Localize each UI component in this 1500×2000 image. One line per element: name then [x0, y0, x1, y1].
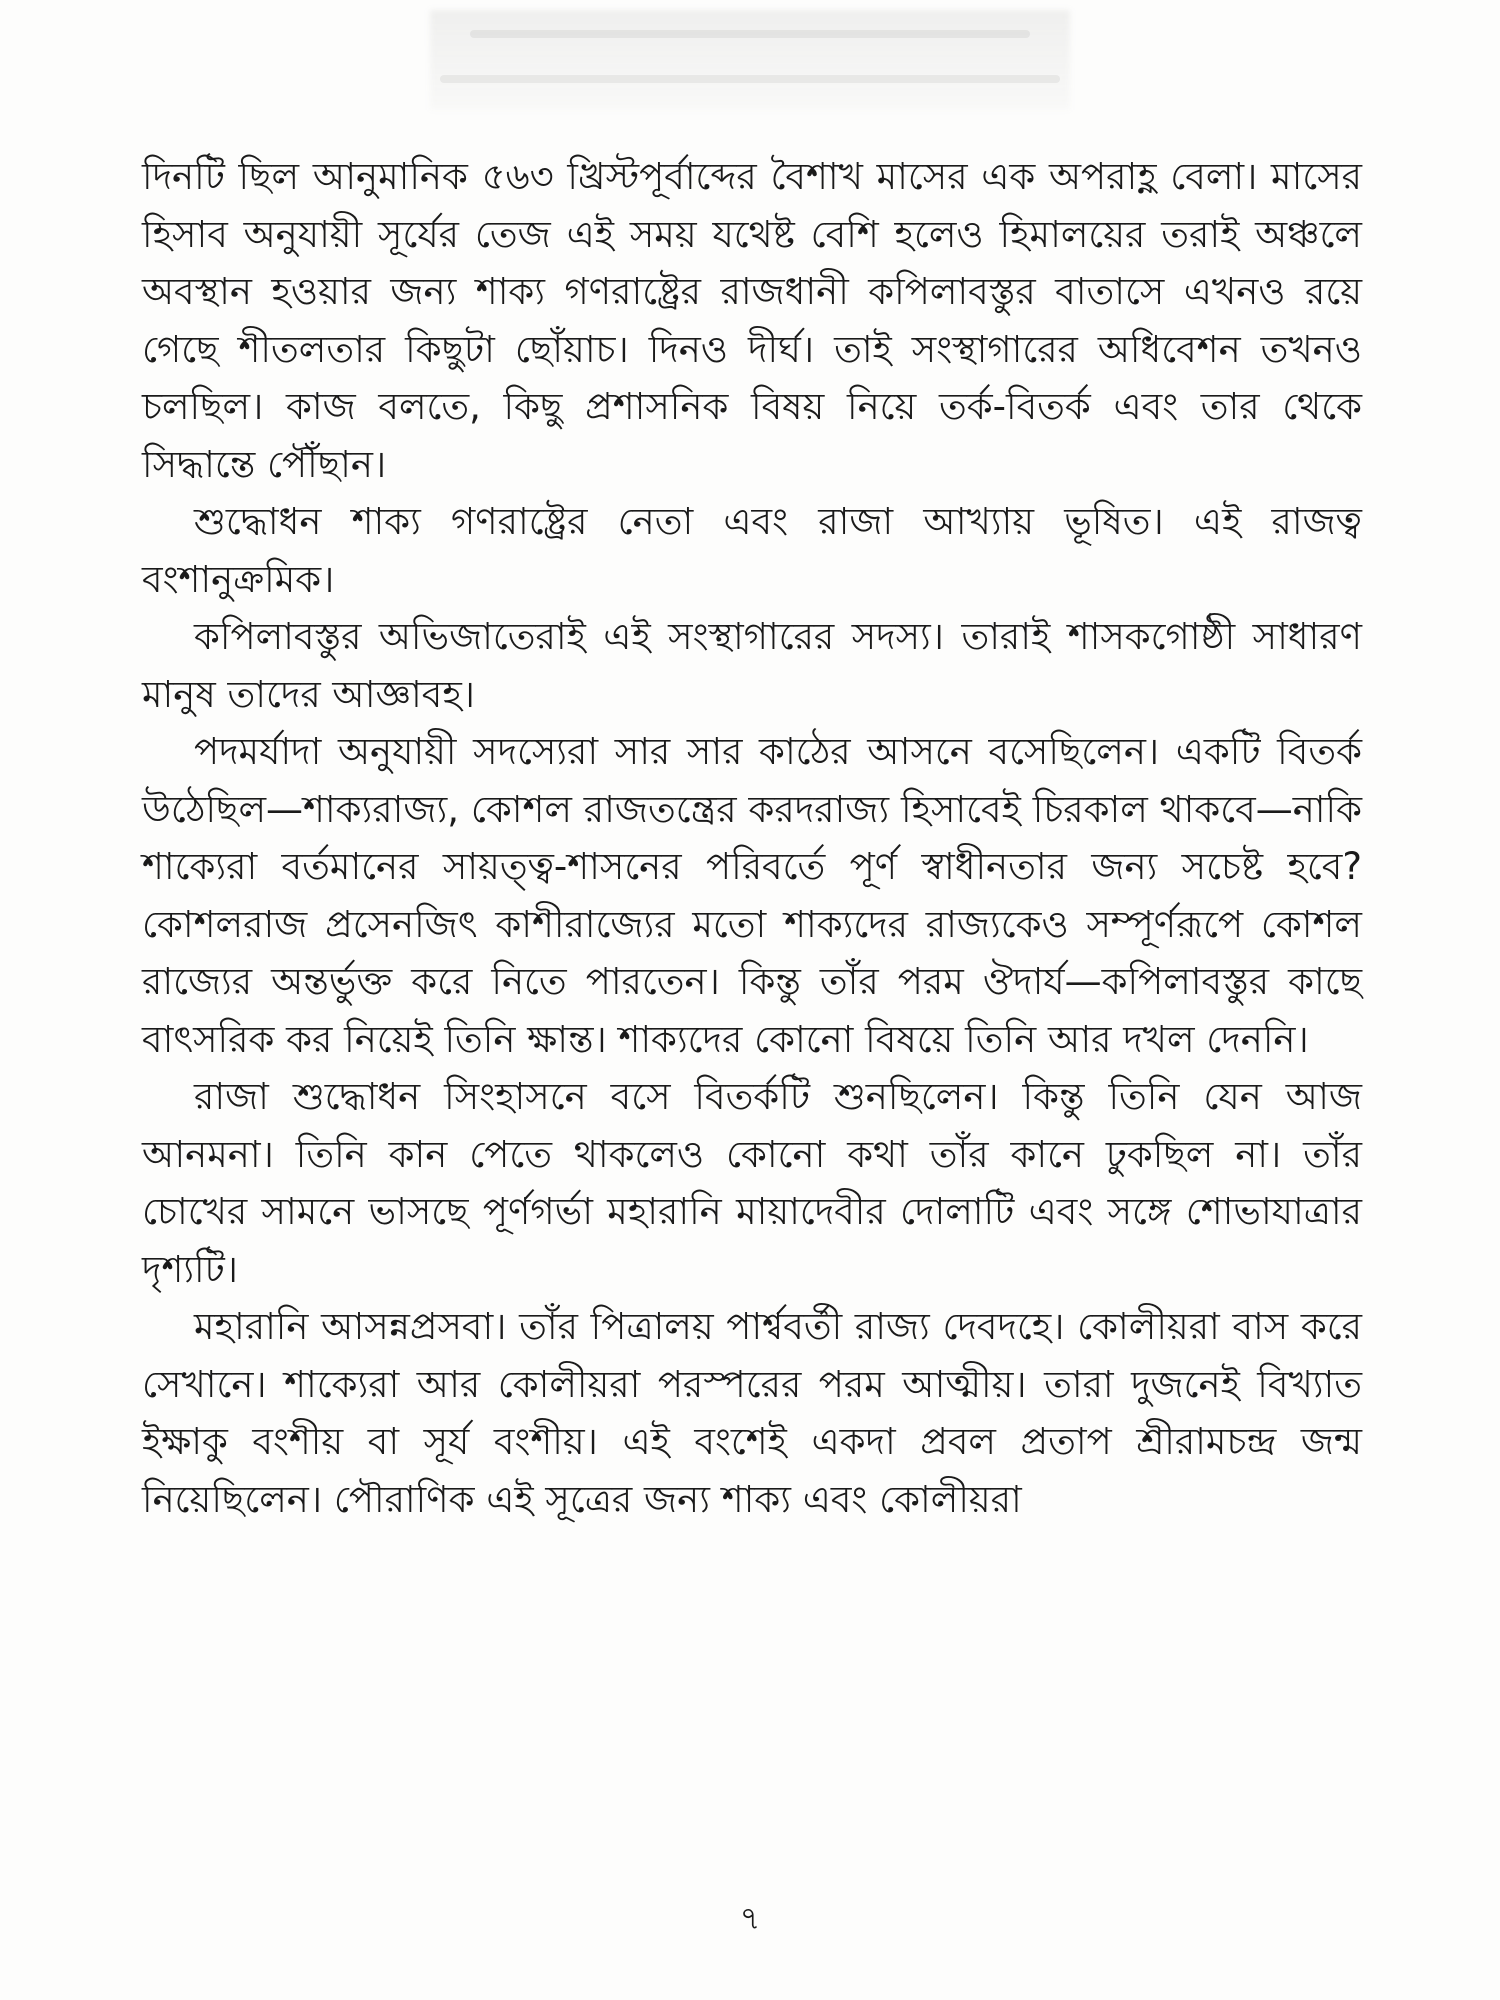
show-through-header — [430, 10, 1070, 110]
paragraph: কপিলাবস্তুর অভিজাতেরাই এই সংস্থাগারের সদস্য। তারাই শাসকগোষ্ঠী সাধারণ মানুষ তাদের আজ্ঞাবহ। — [142, 615, 1362, 716]
page-number: ৭ — [739, 1899, 761, 1937]
paragraph: দিনটি ছিল আনুমানিক ৫৬৩ খ্রিস্টপূর্বাব্দের বৈশাখ মাসের এক অপরাহ্ণ বেলা। মাসের হিসাব অনুযায়ী সূর্যের তেজ এই সময় যথেষ্ট বেশি হলেও হিমালয়ের তরাই অঞ্চলে অবস্থান হওয়ার জন্য শাক্য গণরাষ্ট্রের রাজধানী কপিলাবস্তুর বাতাসে এখনও রয়ে গেছে শীতলতার কিছুটা ছোঁয়াচ। দিনও দীর্ঘ। তাই সংস্থাগারের অধিবেশন তখনও চলছিল। কাজ বলতে, কিছু প্রশাসনিক বিষয় নিয়ে তর্ক-বিতর্ক এবং তার থেকে সিদ্ধান্তে পৌঁছান। — [142, 155, 1362, 486]
paragraph: মহারানি আসন্নপ্রসবা। তাঁর পিত্রালয় পার্শ্ববর্তী রাজ্য দেবদহে। কোলীয়রা বাস করে সেখানে। শাক্যেরা আর কোলীয়রা পরস্পরের পরম আত্মীয়। তারা দুজনেই বিখ্যাত ইক্ষাকু বংশীয় বা সূর্য বংশীয়। এই বংশেই একদা প্রবল প্রতাপ শ্রীরামচন্দ্র জন্ম নিয়েছিলেন। পৌরাণিক এই সূত্রের জন্য শাক্য এবং কোলীয়রা — [142, 1305, 1362, 1521]
show-through-line — [470, 30, 1030, 38]
paragraph: পদমর্যাদা অনুযায়ী সদস্যেরা সার সার কাঠের আসনে বসেছিলেন। একটি বিতর্ক উঠেছিল—শাক্যরাজ্য, কোশল রাজতন্ত্রের করদরাজ্য হিসাবেই চিরকাল থাকবে—নাকি শাক্যেরা বর্তমানের সায়ত্ত্ব-শাসনের পরিবর্তে পূর্ণ স্বাধীনতার জন্য সচেষ্ট হবে? কোশলরাজ প্রসেনজিৎ কাশীরাজ্যের মতো শাক্যদের রাজ্যকেও সম্পূর্ণরূপে কোশল রাজ্যের অন্তর্ভুক্ত করে নিতে পারতেন। কিন্তু তাঁর পরম ঔদার্য—কপিলাবস্তুর কাছে বাৎসরিক কর নিয়েই তিনি ক্ষান্ত। শাক্যদের কোনো বিষয়ে তিনি আর দখল দেননি। — [142, 730, 1362, 1061]
show-through-line — [440, 75, 1060, 83]
paragraph: রাজা শুদ্ধোধন সিংহাসনে বসে বিতর্কটি শুনছিলেন। কিন্তু তিনি যেন আজ আনমনা। তিনি কান পেতে থাকলেও কোনো কথা তাঁর কানে ঢুকছিল না। তাঁর চোখের সামনে ভাসছে পূর্ণগর্ভা মহারানি মায়াদেবীর দোলাটি এবং সঙ্গে শোভাযাত্রার দৃশ্যটি। — [142, 1075, 1362, 1291]
body-text — [142, 148, 1362, 1528]
paragraph: শুদ্ধোধন শাক্য গণরাষ্ট্রের নেতা এবং রাজা আখ্যায় ভূষিত। এই রাজত্ব বংশানুক্রমিক। — [142, 500, 1362, 601]
